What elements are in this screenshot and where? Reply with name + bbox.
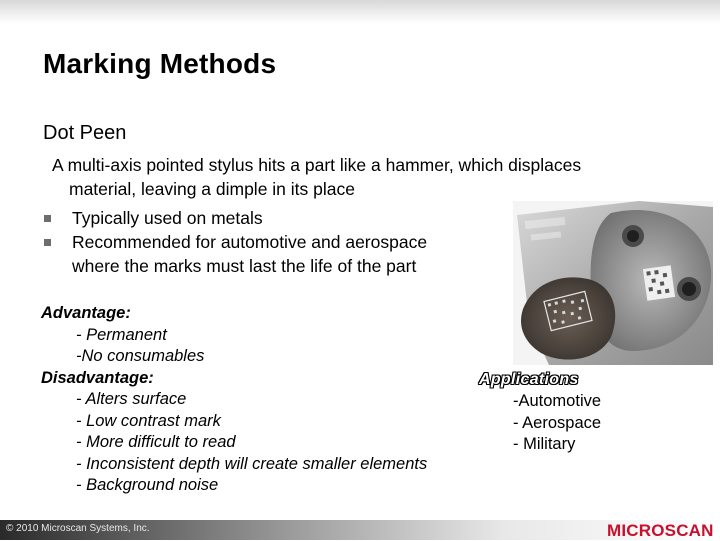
advantages-disadvantages: [41, 303, 427, 497]
top-header-bar: [0, 0, 720, 24]
dot-peen-part-photo: [513, 201, 713, 365]
application-item: - Military: [513, 435, 576, 453]
bullet-text: Recommended for automotive and aerospace: [72, 232, 428, 252]
description-line-1: A multi-axis pointed stylus hits a part like a hammer, which displaces: [52, 155, 582, 175]
application-item: -Automotive: [513, 392, 602, 410]
disadvantage-item: - More difficult to read: [76, 433, 236, 451]
square-bullet-icon: [44, 239, 51, 246]
disadvantage-heading: Disadvantage:: [41, 368, 154, 387]
applications-heading: Applications: [479, 371, 579, 388]
description-line-2: material, leaving a dimple in its place: [69, 179, 355, 199]
copyright-text: © 2010 Microscan Systems, Inc.: [6, 523, 150, 534]
microscan-logo: MICROSCAN: [607, 521, 714, 540]
applications-list: [513, 391, 601, 456]
bullet-text: Typically used on metals: [72, 208, 263, 228]
bullet-list: [42, 206, 512, 278]
disadvantage-item: - Inconsistent depth will create smaller elements: [76, 454, 428, 473]
bullet-item: [42, 230, 512, 278]
slide-title: Marking Methods: [43, 48, 277, 79]
bullet-text-continued: where the marks must last the life of the part: [72, 256, 417, 276]
disadvantage-item: - Low contrast mark: [76, 411, 221, 430]
square-bullet-icon: [44, 215, 51, 222]
disadvantage-item: - Background noise: [76, 476, 219, 494]
application-item: - Aerospace: [513, 413, 602, 432]
advantage-item: - Permanent: [76, 325, 167, 344]
advantage-item: -No consumables: [76, 347, 205, 365]
disadvantage-item: - Alters surface: [76, 390, 187, 408]
bullet-item: [42, 206, 512, 230]
method-description: [52, 153, 672, 201]
advantage-heading: Advantage:: [41, 304, 131, 322]
slide-subtitle: Dot Peen: [43, 122, 127, 144]
